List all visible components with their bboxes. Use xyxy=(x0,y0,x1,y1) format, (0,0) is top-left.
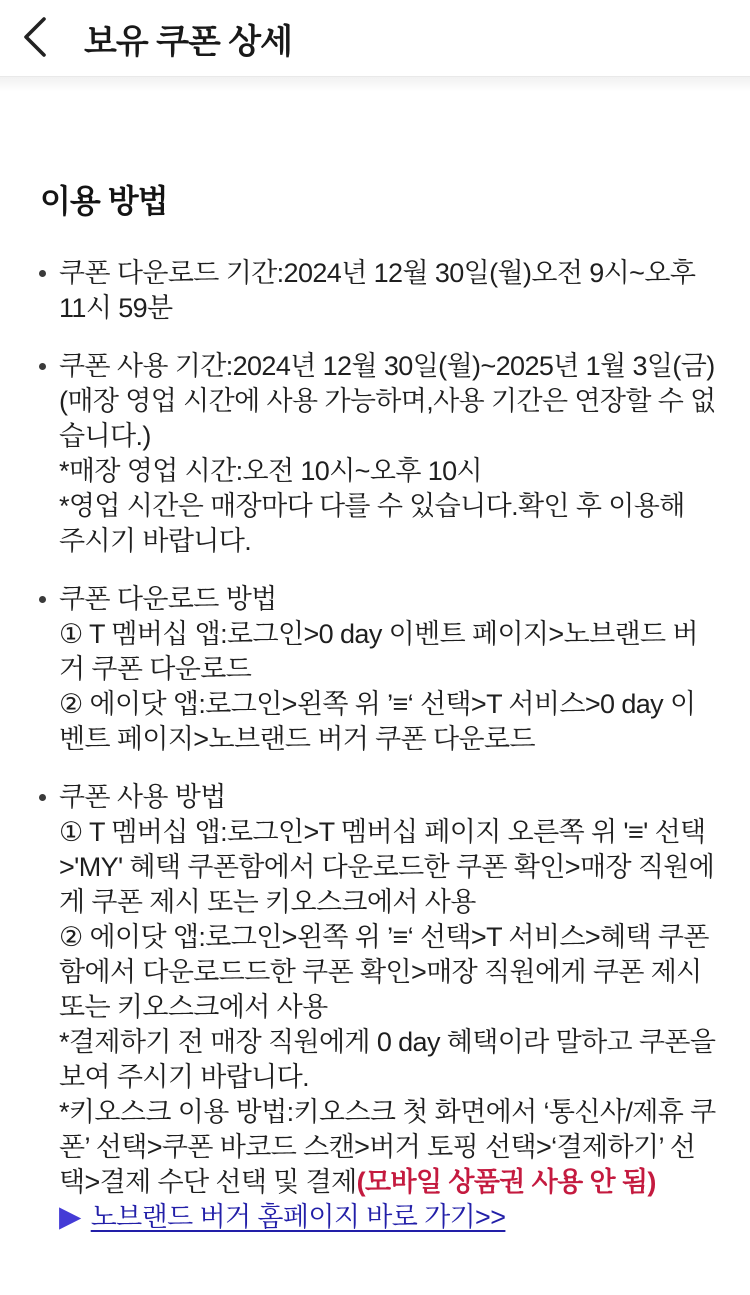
list-item-use-period xyxy=(38,349,716,559)
store-hours-note: *매장 영업 시간:오전 10시~오후 10시 xyxy=(59,456,483,486)
kiosk-instructions-text: *키오스크 이용 방법:키오스크 첫 화면에서 ‘통신사/제휴 쿠폰’ 선택>쿠폰 바코드 스캔>버거 토핑 선택>‘결제하기’ 선택>결제 수단 선택 및 결제 xyxy=(59,1097,716,1197)
list-item-download-method xyxy=(38,582,716,757)
payment-note: *결제하기 전 매장 직원에게 0 day 혜택이라 말하고 쿠폰을 보여 주시기 바랍니다. xyxy=(59,1027,716,1092)
chevron-left-icon xyxy=(22,16,48,61)
usage-info-list xyxy=(38,256,716,1235)
kiosk-instructions xyxy=(59,1095,716,1200)
homepage-link-row xyxy=(59,1200,716,1235)
page-title: 보유 쿠폰 상세 xyxy=(84,22,292,61)
back-button[interactable] xyxy=(22,10,66,66)
use-period-text: 쿠폰 사용 기간:2024년 12월 30일(월)~2025년 1월 3일(금)(매장 영업 시간에 사용 가능하며,사용 기간은 연장할 수 없습니다.) xyxy=(59,351,716,451)
app-header xyxy=(0,0,750,76)
mobile-voucher-warning: (모바일 상품권 사용 안 됨) xyxy=(356,1167,656,1197)
download-period-text: 쿠폰 다운로드 기간:2024년 12월 30일(월)오전 9시~오후 11시 59분 xyxy=(59,258,696,323)
download-method-title: 쿠폰 다운로드 방법 xyxy=(59,584,277,614)
use-method-title: 쿠폰 사용 방법 xyxy=(59,782,226,812)
hours-vary-note: *영업 시간은 매장마다 다를 수 있습니다.확인 후 이용해 주시기 바랍니다. xyxy=(59,491,685,556)
homepage-link[interactable]: 노브랜드 버거 홈페이지 바로 가기>> xyxy=(90,1202,506,1232)
usage-info-content xyxy=(0,176,750,1295)
download-method-step2: ② 에이닷 앱:로그인>왼쪽 위 ’≡‘ 선택>T 서비스>0 day 이벤트 페이지>노브랜드 버거 쿠폰 다운로드 xyxy=(59,689,696,754)
play-arrow-icon: ▶ xyxy=(59,1201,81,1233)
section-title: 이용 방법 xyxy=(40,183,168,219)
use-method-step2: ② 에이닷 앱:로그인>왼쪽 위 ’≡‘ 선택>T 서비스>혜택 쿠폰함에서 다운로드드한 쿠폰 확인>매장 직원에게 쿠폰 제시 또는 키오스크에서 사용 xyxy=(59,922,709,1022)
download-method-step1: ① T 멤버십 앱:로그인>0 day 이벤트 페이지>노브랜드 버거 쿠폰 다운로드 xyxy=(59,619,698,684)
list-item-use-method xyxy=(38,780,716,1235)
list-item-download-period xyxy=(38,256,716,326)
use-method-step1: ① T 멤버십 앱:로그인>T 멤버십 페이지 오른쪽 위 '≡' 선택>'MY' 혜택 쿠폰함에서 다운로드한 쿠폰 확인>매장 직원에게 쿠폰 제시 또는 키오스크에서 사용 xyxy=(59,817,715,917)
header-divider xyxy=(0,76,750,92)
